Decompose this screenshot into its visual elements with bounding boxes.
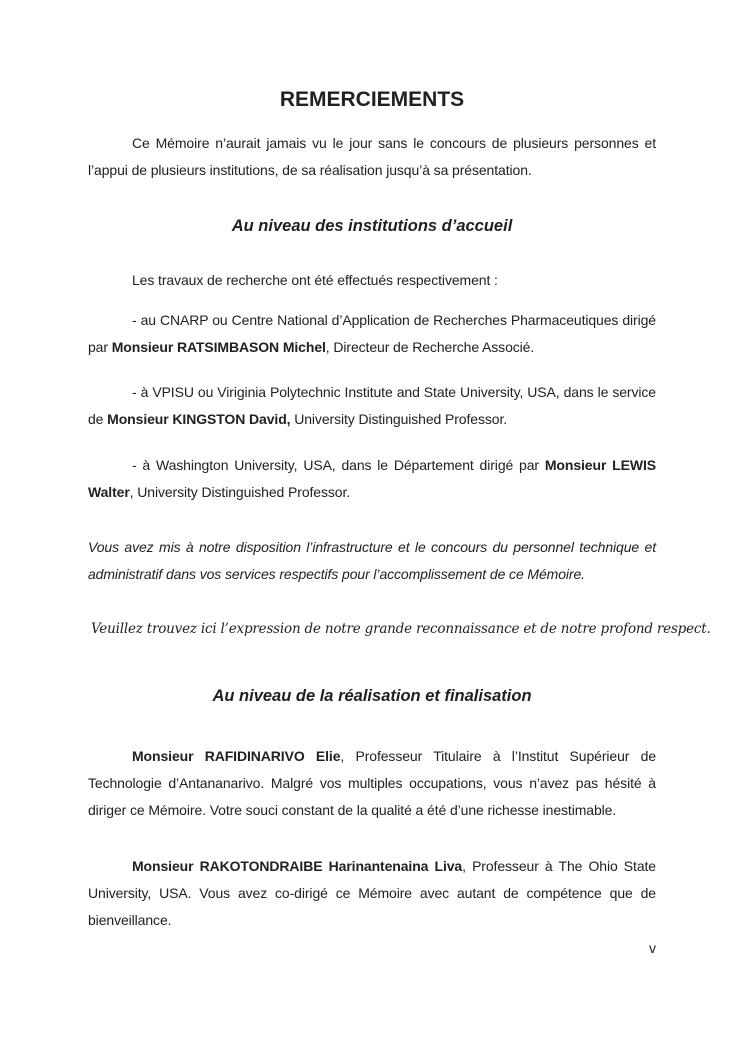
- paragraph-intro: Ce Mémoire n’aurait jamais vu le jour sans le concours de plusieurs personnes et l’appui de plusieurs institutions, de sa réalisation jusqu’à sa présentation.: [88, 135, 656, 178]
- paragraph-lead: Les travaux de recherche ont été effectués respectivement :: [132, 272, 498, 288]
- rakotondraibe-text: , Professeur à The Ohio State University, USA. Vous avez co-dirigé ce Mémoire avec autant de compétence que de bienveillance.: [88, 858, 656, 928]
- paragraph-rafidinarivo: [88, 743, 656, 824]
- washington-title-text: , University Distinguished Professor.: [129, 484, 351, 500]
- vpisu-person-name: Monsieur KINGSTON David,: [107, 411, 291, 427]
- vpisu-title-text: University Distinguished Professor.: [290, 411, 508, 427]
- rafidinarivo-person-name: Monsieur RAFIDINARIVO Elie: [132, 748, 341, 764]
- section-heading-institutions: Au niveau des institutions d’accueil: [231, 217, 513, 235]
- vpisu-text: - à VPISU ou Viriginia Polytechnic Institute and State University, USA, dans le service de: [88, 384, 656, 427]
- page-title: REMERCIEMENTS: [279, 88, 465, 111]
- washington-person-name: Monsieur LEWIS Walter: [88, 457, 656, 500]
- paragraph-tribute-script: Veuillez trouvez ici l’expression de notre grande reconnaissance et de notre profond respect.: [91, 621, 711, 637]
- section-heading-realisation: Au niveau de la réalisation et finalisation: [212, 687, 532, 705]
- paragraph-vpisu: [88, 379, 656, 433]
- page-number: v: [649, 940, 656, 956]
- cnarp-text: - au CNARP ou Centre National d’Application de Recherches Pharmaceutiques dirigé par: [88, 312, 656, 355]
- paragraph-washington: [88, 452, 656, 506]
- washington-text: - à Washington University, USA, dans le Département dirigé par: [132, 457, 545, 473]
- paragraph-tribute-italic: Vous avez mis à notre disposition l’infrastructure et le concours du personnel technique et administratif dans vos services respectifs pour l’accomplissement de ce Mémoire.: [88, 539, 656, 582]
- rakotondraibe-person-name: Monsieur RAKOTONDRAIBE Harinantenaina Liva: [132, 858, 463, 874]
- paragraph-cnarp: [88, 307, 656, 361]
- rafidinarivo-text: , Professeur Titulaire à l’Institut Supérieur de Technologie d’Antananarivo. Malgré vos multiples occupations, vous n’avez pas hésité à diriger ce Mémoire. Votre souci constant de la qualité a été d’une richesse inestimable.: [88, 748, 657, 818]
- paragraph-rakotondraibe: [88, 853, 656, 934]
- cnarp-person-name: Monsieur RATSIMBASON Michel: [111, 339, 326, 355]
- cnarp-title-text: , Directeur de Recherche Associé.: [325, 339, 535, 355]
